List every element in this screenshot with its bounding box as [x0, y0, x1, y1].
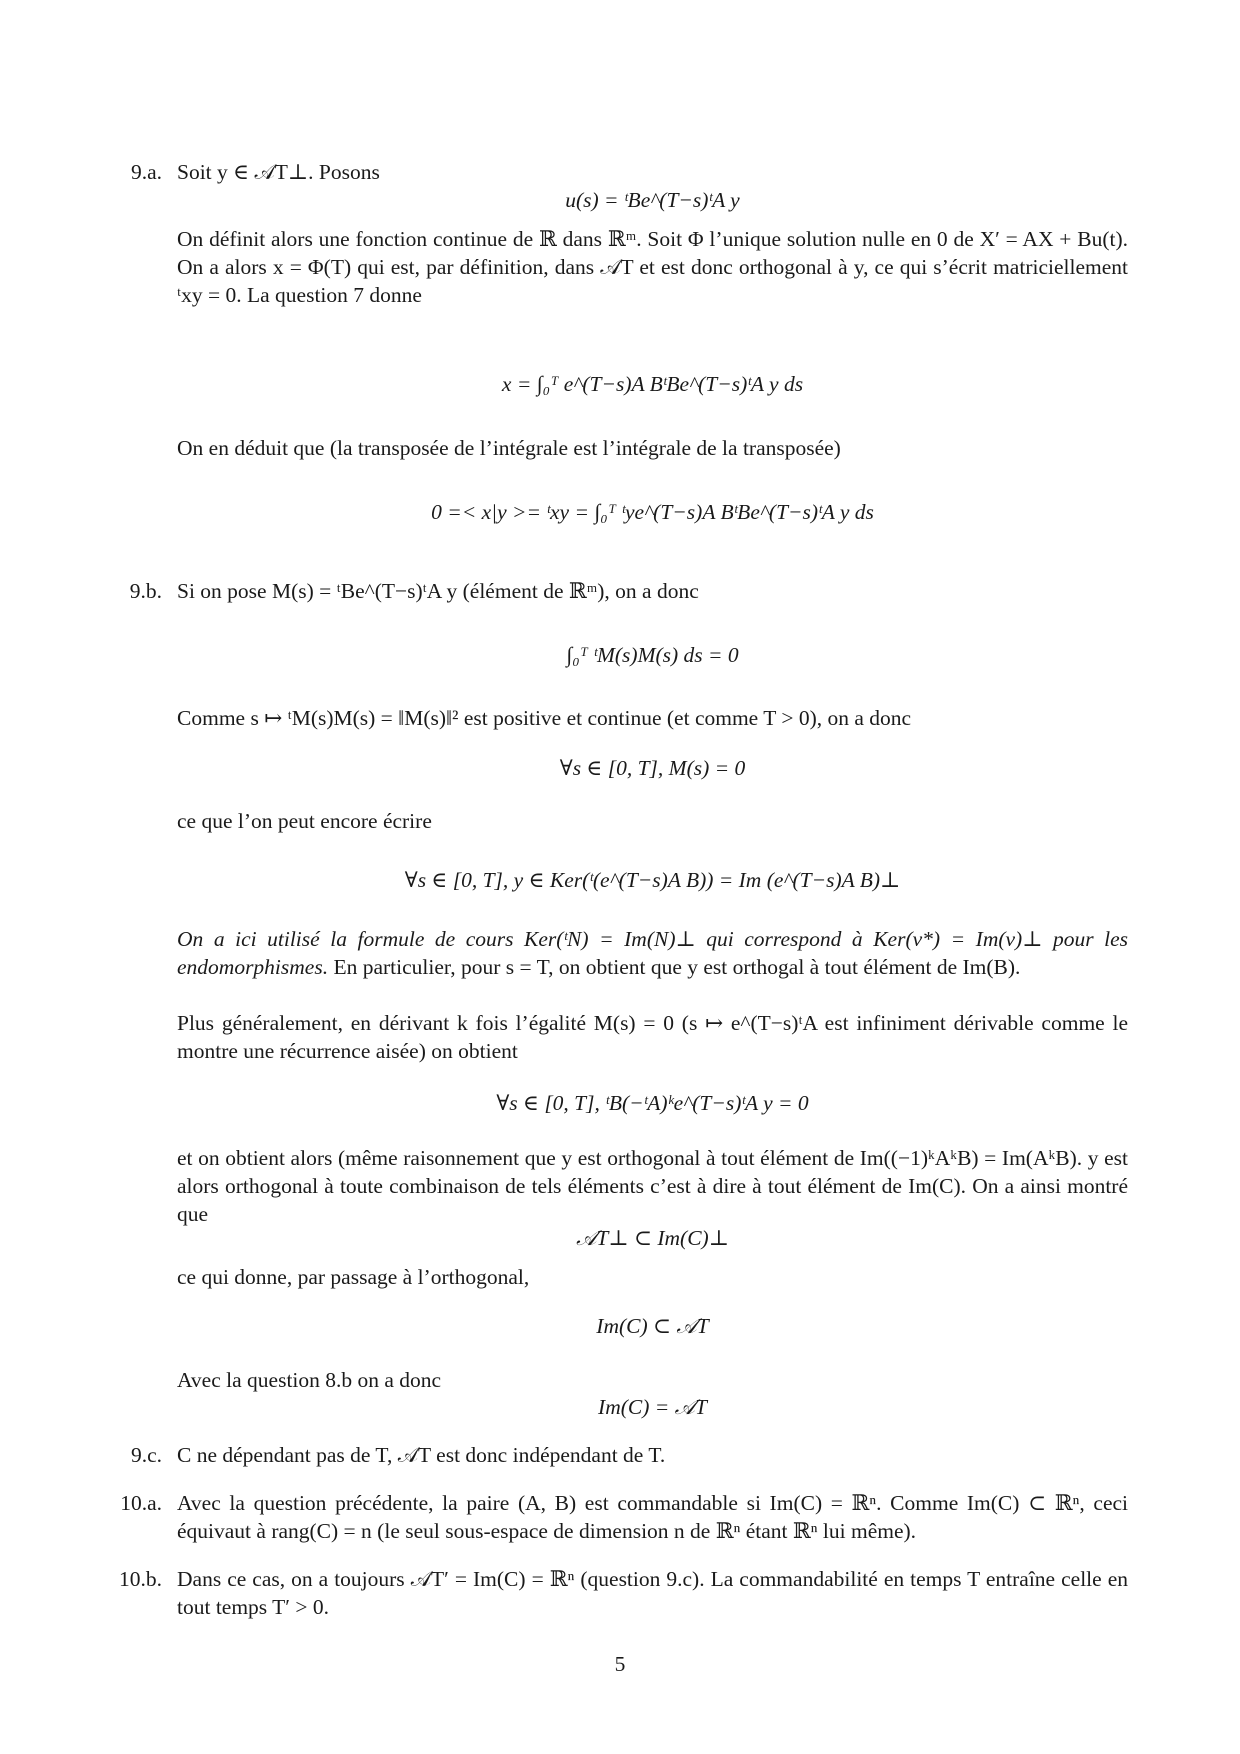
item-number-9b: 9.b. — [129, 579, 162, 603]
item-number-9a: 9.a. — [130, 160, 162, 184]
item-number-10a: 10.a. — [120, 1491, 162, 1515]
equation-orthogonal-inclusion: 𝒜T⊥ ⊂ Im(C)⊥ — [576, 1226, 729, 1250]
paragraph-9b-3-rest: En particulier, pour s = T, on obtient que y est orthogal à tout élément de Im(B). — [333, 955, 1021, 979]
item-9a-intro: Soit y ∈ 𝒜T⊥. Posons — [177, 160, 380, 184]
paragraph-9b-1: Comme s ↦ ᵗM(s)M(s) = ‖M(s)‖² est positive et continue (et comme T > 0), on a donc — [177, 706, 912, 730]
paragraph-9b-7: Avec la question 8.b on a donc — [177, 1368, 442, 1392]
equation-x-integral: x = ∫₀ᵀ e^(T−s)A BᵗBe^(T−s)ᵗA y ds — [501, 372, 804, 396]
item-9b-intro: Si on pose M(s) = ᵗBe^(T−s)ᵗA y (élément de ℝᵐ), on a donc — [177, 579, 699, 603]
item-number-9c: 9.c. — [130, 1443, 162, 1467]
paragraph-9c: C ne dépendant pas de T, 𝒜T est donc indépendant de T. — [177, 1443, 666, 1467]
equation-image-equality: Im(C) = 𝒜T — [598, 1395, 707, 1419]
paragraph-10b: Dans ce cas, on a toujours 𝒜T′ = Im(C) = ℝⁿ (question 9.c). La commandabilité en temps T entraîne celle en tout temps T′ > 0. — [177, 1567, 1128, 1619]
paragraph-9b-6: ce qui donne, par passage à l’orthogonal, — [177, 1265, 530, 1289]
paragraph-9b-2: ce que l’on peut encore écrire — [177, 809, 432, 833]
equation-kernel-image: ∀s ∈ [0, T], y ∈ Ker(ᵗ(e^(T−s)A B)) = Im (e^(T−s)A B)⊥ — [404, 868, 901, 892]
item-number-10b: 10.b. — [119, 1567, 162, 1591]
paragraph-10a: Avec la question précédente, la paire (A, B) est commandable si Im(C) = ℝⁿ. Comme Im(C) ⊂ ℝⁿ, ceci équivaut à rang(C) = n (le seul sous-espace de dimension n de ℝⁿ étant ℝⁿ lui même). — [177, 1491, 1128, 1543]
paragraph-9a-1: On définit alors une fonction continue de ℝ dans ℝᵐ. Soit Φ l’unique solution nulle en 0 de X′ = AX + Bu(t). On a alors x = Φ(T) qui est, par définition, dans 𝒜T et est donc orthogonal à y, ce qui s’écrit matriciellement ᵗxy = 0. La question 7 donne — [177, 227, 1128, 307]
paragraph-9b-4: Plus généralement, en dérivant k fois l’égalité M(s) = 0 (s ↦ e^(T−s)ᵗA est infiniment dérivable comme le montre une récurrence aisée) on obtient — [177, 1011, 1128, 1063]
equation-u-of-s: u(s) = ᵗBe^(T−s)ᵗA y — [565, 188, 740, 212]
paragraph-9a-2: On en déduit que (la transposée de l’intégrale est l’intégrale de la transposée) — [177, 436, 841, 460]
page-number: 5 — [614, 1652, 626, 1676]
equation-m-zero: ∀s ∈ [0, T], M(s) = 0 — [559, 756, 746, 780]
equation-derivative: ∀s ∈ [0, T], ᵗB(−ᵗA)ᵏe^(T−s)ᵗA y = 0 — [496, 1091, 809, 1115]
paragraph-9b-3 — [177, 925, 1128, 981]
equation-inner-product: 0 =< x|y >= ᵗxy = ∫₀ᵀ ᵗye^(T−s)A BᵗBe^(T−s)ᵗA y ds — [431, 500, 874, 524]
equation-integral-zero: ∫₀ᵀ ᵗM(s)M(s) ds = 0 — [566, 643, 739, 667]
course-formula-note: On a ici utilisé la formule de cours Ker(ᵗN) = Im(N)⊥ qui correspond à Ker(v*) = Im(v)⊥ pour les endomorphismes. — [177, 927, 1128, 979]
equation-image-inclusion: Im(C) ⊂ 𝒜T — [596, 1314, 709, 1338]
paragraph-9b-5: et on obtient alors (même raisonnement que y est orthogonal à tout élément de Im((−1)ᵏAᵏB) = Im(AᵏB). y est alors orthogonal à toute combinaison de tels éléments c’est à dire à tout élément de Im(C). On a ainsi montré que — [177, 1146, 1128, 1226]
